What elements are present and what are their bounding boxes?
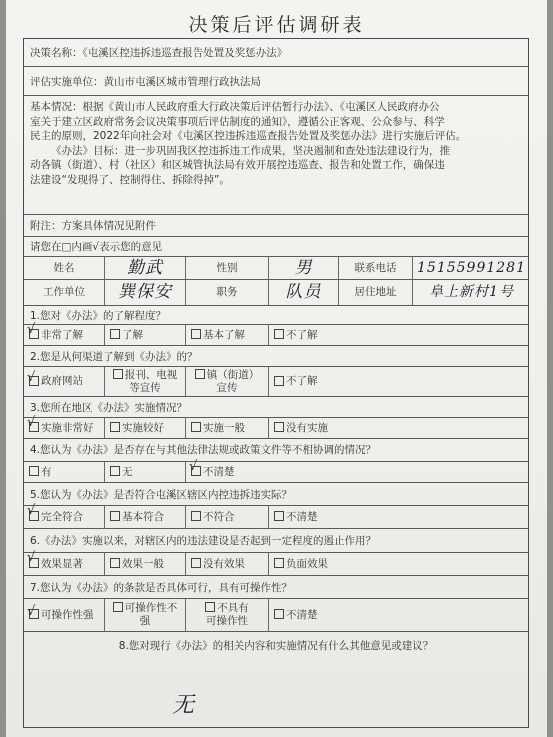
q4-question-row [24,439,528,462]
basic-line: 动各镇（街道）、村（社区）和区城管执法局有效开展控违巡查、报告和处置工作，确保违 [30,159,445,171]
checkbox-icon[interactable] [274,376,284,386]
org-row [24,67,528,96]
option-label: 无 [122,465,133,478]
q1-option-4[interactable] [269,325,530,345]
q2-question: 2.您是从何渠道了解到《办法》的？ [30,351,198,363]
option-label: 镇（街道） [206,368,260,381]
q1-question: 1.您对《办法》的了解程度？ [30,310,167,322]
q5-option-4[interactable] [269,506,530,528]
checkbox-icon[interactable] [274,422,284,432]
option-label: 政府网站 [41,375,83,387]
option-label: 不符合 [203,510,235,523]
q7-options-row [24,599,528,632]
q4-option-2[interactable] [105,459,199,482]
option-label: 没有实施 [286,421,328,434]
checkbox-icon[interactable] [110,329,120,339]
check-mark-icon: √ [27,604,37,619]
option-label: 实施较好 [122,421,164,434]
policy-name-row [24,39,528,67]
phone-value: 15155991281 [417,259,526,276]
option-label: 没有效果 [203,557,245,570]
survey-form [23,38,529,728]
option-label: 宣传 [216,381,238,394]
checkbox-icon[interactable] [113,369,123,379]
checkbox-icon[interactable] [274,511,284,521]
option-label: 可操作性不 [124,602,178,614]
q8-row [24,632,528,729]
checkbox-icon[interactable] [205,602,215,612]
address-label: 居住地址 [339,280,413,305]
basic-line: 《办法》目标：进一步巩固我区控违拆违工作成果，坚决遏制和查处违法建设行为，推 [51,144,450,157]
q6-option-2[interactable] [105,553,186,575]
option-label: 基本符合 [122,510,164,523]
basic-line: 法建设“发现得了、控制得住、拆除得掉”。 [30,173,230,186]
checkbox-icon[interactable] [191,511,201,521]
person-row-2 [24,280,528,306]
option-label: 不具有 [217,602,249,614]
q6-option-1[interactable] [24,550,105,575]
basic-info-text [30,100,524,187]
policy-name-value: 《屯溪区控违拆违巡查报告处置及奖惩办法》 [82,47,288,59]
attachment-note-row [24,215,528,237]
q3-question: 3.您所在地区《办法》实施情况？ [30,402,188,414]
option-label: 强 [139,615,151,627]
checkbox-icon[interactable] [195,369,205,379]
q2-option-2[interactable] [105,367,186,396]
option-label: 不清楚 [286,608,318,621]
q5-option-2[interactable] [105,506,186,528]
q5-question: 5.您认为《办法》是否符合屯溪区辖区内控违拆违实际？ [30,489,293,501]
check-mark-icon: √ [189,459,199,474]
option-label: 实施非常好 [41,421,94,434]
q5-option-3[interactable] [186,506,269,528]
org-value: 黄山市屯溪区城市管理行政执法局 [103,76,261,88]
check-mark-icon: √ [27,370,37,385]
q7-option-2[interactable] [105,599,186,631]
q8-answer[interactable]: 无 [172,693,196,718]
duty-value: 队员 [269,280,339,305]
check-mark-icon: √ [27,415,37,430]
q4-question: 4.您认为《办法》是否存在与其他法律法规或政策文件等不相协调的情况？ [30,444,377,456]
instruction-text: 请您在□内画√表示您的意见 [30,241,163,253]
q2-question-row [24,346,528,367]
checkbox-icon[interactable] [110,558,120,568]
q3-option-4[interactable] [269,418,530,438]
option-label: 可操作性 [206,615,248,627]
q3-option-3[interactable] [186,418,269,438]
q2-option-4[interactable] [269,367,530,396]
q7-question-row [24,576,528,599]
q2-options-row [24,367,528,397]
check-mark-icon: √ [27,322,37,337]
q1-question-row [24,306,528,325]
q5-option-1[interactable] [24,503,105,528]
person-row-1 [24,257,528,280]
checkbox-icon[interactable] [110,466,120,476]
q7-question: 7.您认为《办法》的条款是否具体可行，具有可操作性？ [30,582,293,594]
option-label: 非常了解 [41,328,83,341]
check-mark-icon: √ [27,503,37,518]
option-label: 了解 [122,328,143,341]
q4-option-1[interactable] [24,462,105,482]
q3-options-row [24,415,528,439]
phone-label: 联系电话 [339,257,413,279]
survey-sheet [6,0,547,737]
checkbox-icon[interactable] [191,422,201,432]
gender-value: 男 [269,257,339,279]
option-label: 效果显著 [41,557,83,570]
q6-option-4[interactable] [269,553,530,575]
org-label: 评估实施单位： [30,76,104,88]
q1-option-2[interactable] [105,325,186,345]
q3-option-2[interactable] [105,418,186,438]
q8-question: 8.您对现行《办法》的相关内容和实施情况有什么其他意见或建议？ [118,640,434,652]
checkbox-icon[interactable] [274,558,284,568]
q6-question: 6.《办法》实施以来，对辖区内的违法建设是否起到一定程度的遏止作用？ [30,535,377,547]
q1-options-row [24,322,528,346]
q1-option-3[interactable] [186,325,269,345]
address-value: 阜上新村1号 [429,284,514,300]
basic-line: 根据《黄山市人民政府重大行政决策后评估暂行办法》、《屯溪区人民政府办公 [82,101,440,113]
name-label: 姓名 [24,257,105,279]
option-label: 实施一般 [203,421,245,434]
unit-label: 工作单位 [24,280,105,305]
q3-question-row [24,397,528,418]
q6-question-row [24,529,528,553]
checkbox-icon[interactable] [110,422,120,432]
q1-option-1[interactable] [24,322,105,345]
basic-info-row [24,96,528,215]
gender-label: 性别 [186,257,269,279]
option-label: 不了解 [286,375,318,387]
option-label: 等宣传 [129,381,161,394]
q7-option-1[interactable] [24,599,105,631]
checkbox-icon[interactable] [29,466,39,476]
q4-options-row [24,459,528,483]
checkbox-icon[interactable] [191,466,201,476]
q6-options-row [24,550,528,576]
option-label: 可操作性强 [41,608,94,621]
name-value: 勤武 [105,257,186,279]
checkbox-icon[interactable] [274,329,284,339]
duty-label: 职务 [186,280,269,305]
q7-option-3[interactable] [186,599,269,631]
page-title: 决策后评估调研表 [188,14,365,36]
basic-line: 室关于建立区政府常务会议决策事项后评估制度的通知》，遵循公正客观、公众参与、科学 [30,115,445,128]
option-label: 负面效果 [286,557,328,570]
checkbox-icon[interactable] [113,602,123,612]
q7-option-4[interactable] [269,599,530,631]
checkbox-icon[interactable] [191,558,201,568]
checkbox-icon[interactable] [274,609,284,619]
q4-option-3[interactable] [186,459,530,482]
option-label: 不了解 [286,328,318,341]
option-label: 效果一般 [122,557,164,570]
attachment-note: 附注：方案具体情况见附件 [30,220,156,232]
basic-line: 民主的原则，2022年向社会对《屯溪区控违拆违巡查报告处置及奖惩办法》进行实施后评估。 [30,130,467,142]
basic-label: 基本情况： [30,101,83,113]
q3-option-1[interactable] [24,415,105,438]
checkbox-icon[interactable] [191,329,201,339]
option-label: 有 [41,465,52,478]
check-mark-icon: √ [27,550,37,565]
unit-value: 巽保安 [105,280,186,305]
q6-option-3[interactable] [186,553,269,575]
policy-name-label: 决策名称： [30,47,83,59]
option-label: 报刊、电视 [124,368,178,381]
checkbox-icon[interactable] [110,511,120,521]
q5-options-row [24,503,528,529]
instruction-row [24,237,528,257]
q5-question-row [24,483,528,506]
option-label: 不清楚 [203,465,235,478]
option-label: 不清楚 [286,510,318,523]
option-label: 完全符合 [41,510,83,523]
q2-option-1[interactable] [24,367,105,396]
option-label: 基本了解 [203,328,245,341]
q2-option-3[interactable] [186,367,269,396]
